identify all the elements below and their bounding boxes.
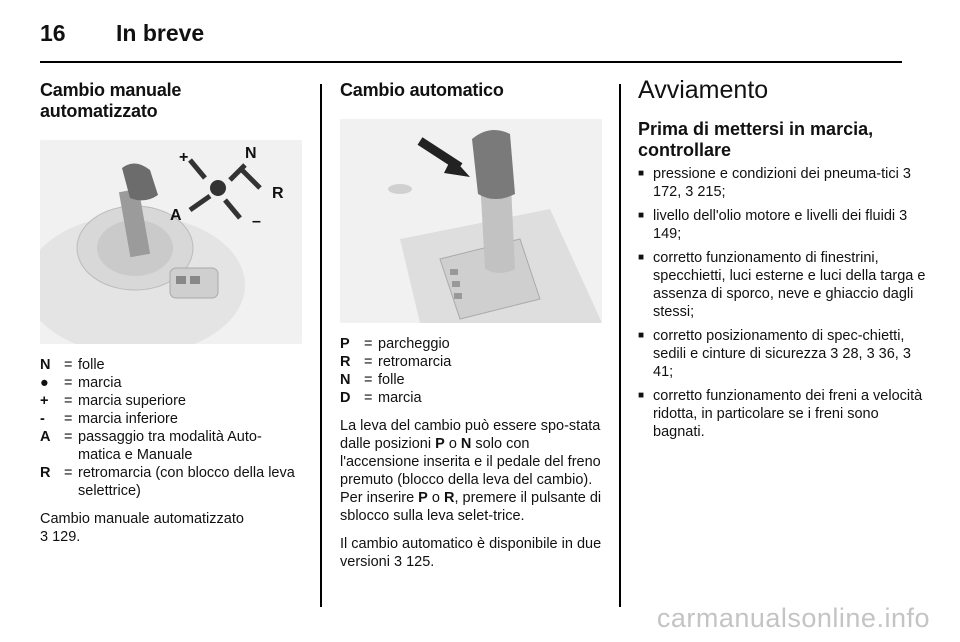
list-item: ■ livello dell'olio motore e livelli dei fluidi 3 149; xyxy=(638,207,930,243)
legend-eq: = xyxy=(364,336,373,352)
cross-reference-page: 3 129. xyxy=(40,529,81,545)
legend-row xyxy=(340,335,602,353)
page-number: 16 xyxy=(40,20,66,46)
legend-text: parcheggio xyxy=(378,336,450,352)
legend-text: folle xyxy=(378,372,405,388)
subheading-checks: Prima di mettersi in marcia, controllare xyxy=(638,119,874,160)
paragraph-bold: P xyxy=(418,490,428,506)
legend-eq: = xyxy=(364,390,373,406)
legend-key: A xyxy=(40,429,51,445)
paragraph-bold: N xyxy=(460,436,472,452)
gear-lever-figure-automatic xyxy=(340,119,602,323)
paragraph-bold: R xyxy=(443,490,455,506)
paragraph-text: o xyxy=(444,436,461,452)
paragraph-bold: P xyxy=(435,436,445,452)
figure-label-r: R xyxy=(272,185,284,202)
figure-label-plus: + xyxy=(179,149,189,166)
legend-row xyxy=(340,389,602,407)
legend-text: retromarcia xyxy=(378,354,452,370)
section-title-starting: Avviamento xyxy=(638,76,769,104)
paragraph-text: o xyxy=(427,490,444,506)
legend-text: retromarcia (con blocco della leva selettrice) xyxy=(78,465,295,499)
legend-eq: = xyxy=(64,393,73,409)
legend-manual xyxy=(40,356,302,500)
section-heading-automatic: Cambio automatico xyxy=(340,80,504,100)
list-item: ■ corretto posizionamento di spec-chietti, sedili e cinture di sicurezza 3 28, 3 36, 3 41; xyxy=(638,327,930,381)
paragraph-text: La leva del cambio può essere spo-stata dalle posizioni xyxy=(340,418,601,452)
column-automatic xyxy=(340,76,602,571)
legend-key: N xyxy=(40,357,51,373)
legend-eq: = xyxy=(64,411,73,427)
legend-text: marcia xyxy=(78,375,122,391)
legend-key: D xyxy=(340,390,351,406)
legend-key: R xyxy=(340,354,351,370)
gear-lever-illustration-manual xyxy=(40,140,302,344)
gear-lever-figure-manual xyxy=(40,140,302,344)
legend-eq: = xyxy=(364,354,373,370)
legend-text: marcia xyxy=(378,390,422,406)
column-divider-1 xyxy=(320,84,322,607)
legend-eq: = xyxy=(364,372,373,388)
list-item: ■ corretto funzionamento dei freni a velocità ridotta, in particolare se i freni sono bagnati. xyxy=(638,387,930,441)
legend-text: marcia inferiore xyxy=(78,411,178,427)
cross-reference-text: Cambio manuale automatizzato xyxy=(40,511,244,527)
column-divider-2 xyxy=(619,84,621,607)
legend-row xyxy=(40,410,302,428)
section-heading-manual-automated: Cambio manuale automatizzato xyxy=(40,80,182,121)
legend-key: - xyxy=(40,411,45,427)
paragraph-text: solo con l'accensione inserita e il pedale del freno premuto (blocco della leva del cambio). Per inserire xyxy=(340,436,601,506)
legend-eq: = xyxy=(64,357,73,373)
legend-text: marcia superiore xyxy=(78,393,186,409)
legend-row xyxy=(40,392,302,410)
legend-row xyxy=(40,374,302,392)
column-manual-automated xyxy=(40,76,302,546)
cross-reference-manual xyxy=(40,510,302,546)
legend-row xyxy=(340,371,602,389)
legend-row xyxy=(40,464,302,500)
page-header xyxy=(40,20,204,47)
watermark: carmanualsonline.info xyxy=(656,603,930,633)
legend-row xyxy=(40,428,302,464)
header-rule xyxy=(40,61,902,63)
legend-key: + xyxy=(40,393,49,409)
legend-key: N xyxy=(340,372,351,388)
list-item: ■ corretto funzionamento di finestrini, specchietti, luci esterne e luci della targa e assenza di sporco, neve e ghiaccio dagli stessi; xyxy=(638,249,930,321)
figure-label-n: N xyxy=(245,145,257,162)
legend-automatic xyxy=(340,335,602,407)
legend-text: folle xyxy=(78,357,105,373)
gear-lever-illustration-automatic xyxy=(340,119,602,323)
paragraph-lever-lock xyxy=(340,417,602,525)
checklist xyxy=(638,165,930,441)
column-starting xyxy=(638,76,930,447)
legend-key: R xyxy=(40,465,51,481)
legend-row xyxy=(340,353,602,371)
legend-text: passaggio tra modalità Auto-matica e Manuale xyxy=(78,429,262,463)
list-item: ■ pressione e condizioni dei pneuma-tici 3 172, 3 215; xyxy=(638,165,930,201)
legend-key: ● xyxy=(40,375,49,391)
page-title: In breve xyxy=(116,20,205,46)
legend-key: P xyxy=(340,336,350,352)
figure-label-minus: – xyxy=(252,213,261,230)
legend-row xyxy=(40,356,302,374)
legend-eq: = xyxy=(64,465,73,481)
legend-eq: = xyxy=(64,429,73,445)
paragraph-text: , premere il pulsante di sblocco sulla leva selet-trice. xyxy=(340,490,602,524)
legend-eq: = xyxy=(64,375,73,391)
paragraph-versions: Il cambio automatico è disponibile in due versioni 3 125. xyxy=(340,536,602,570)
figure-label-a: A xyxy=(170,207,182,224)
